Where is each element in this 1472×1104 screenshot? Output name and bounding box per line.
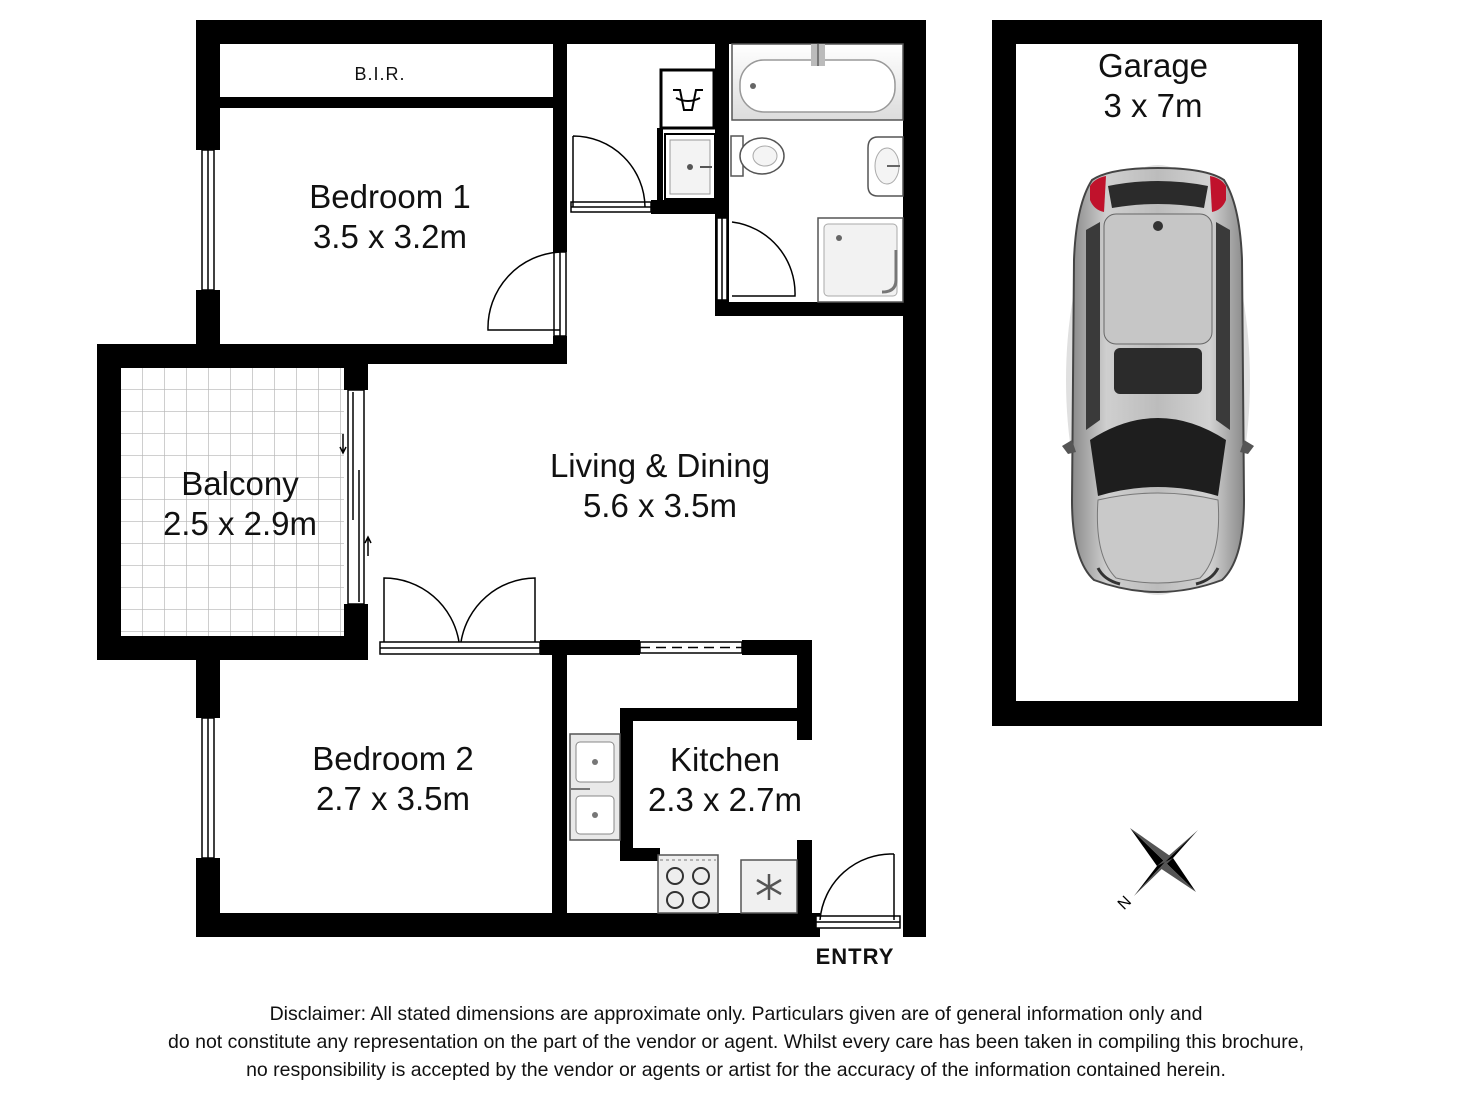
room-label-bedroom1	[240, 177, 540, 258]
room-dimensions: 5.6 x 3.5m	[582, 487, 738, 525]
room-dimensions: 3.5 x 3.2m	[312, 218, 468, 256]
sink-icon	[570, 734, 620, 840]
room-name: Kitchen	[669, 741, 781, 778]
disclaimer-line: no responsibility is accepted by the vendor or agents or artist for the accuracy of the information contained herein.	[246, 1059, 1226, 1081]
room-name: Garage	[1097, 47, 1209, 84]
room-dimensions: 3 x 7m	[1103, 87, 1203, 125]
door-bedroom1[interactable]	[488, 252, 566, 336]
room-label-balcony	[120, 464, 360, 545]
door-entry[interactable]	[816, 854, 900, 928]
door-laundry[interactable]	[571, 136, 651, 212]
laundry-basin-icon	[665, 134, 715, 199]
room-name: Bedroom 1	[309, 178, 471, 215]
room-dimensions: 2.5 x 2.9m	[162, 505, 318, 543]
entry-label: ENTRY	[815, 944, 895, 969]
cooktop-icon	[658, 855, 718, 913]
room-name: Bedroom 2	[312, 740, 474, 777]
basin-icon	[868, 137, 903, 196]
room-label-kitchen	[630, 740, 820, 821]
laundry-tub-icon	[661, 70, 714, 128]
room-dimensions: 2.3 x 2.7m	[647, 781, 803, 819]
room-label-bir: B.I.R.	[354, 64, 406, 84]
bathtub-icon	[732, 44, 903, 120]
toilet-icon	[731, 136, 784, 176]
disclaimer	[0, 1000, 1472, 1084]
shower-icon	[818, 218, 903, 302]
room-label-living-dining	[490, 446, 830, 527]
room-name: Balcony	[181, 465, 299, 502]
room-label-garage	[1040, 46, 1266, 127]
fridge-icon	[741, 860, 797, 913]
car-icon	[1062, 165, 1254, 595]
compass-north-label: N	[1114, 893, 1136, 914]
compass-icon	[1115, 828, 1198, 913]
room-dimensions: 2.7 x 3.5m	[315, 780, 471, 818]
disclaimer-line: do not constitute any representation on the part of the vendor or agent. Whilst every care has been taken in compiling this brochure,	[168, 1031, 1304, 1053]
door-balcony-french[interactable]	[380, 578, 540, 654]
room-label-bedroom2	[240, 739, 546, 820]
disclaimer-line: Disclaimer: All stated dimensions are approximate only. Particulars given are of general information only and	[269, 1003, 1203, 1025]
room-name: Living & Dining	[549, 447, 771, 484]
